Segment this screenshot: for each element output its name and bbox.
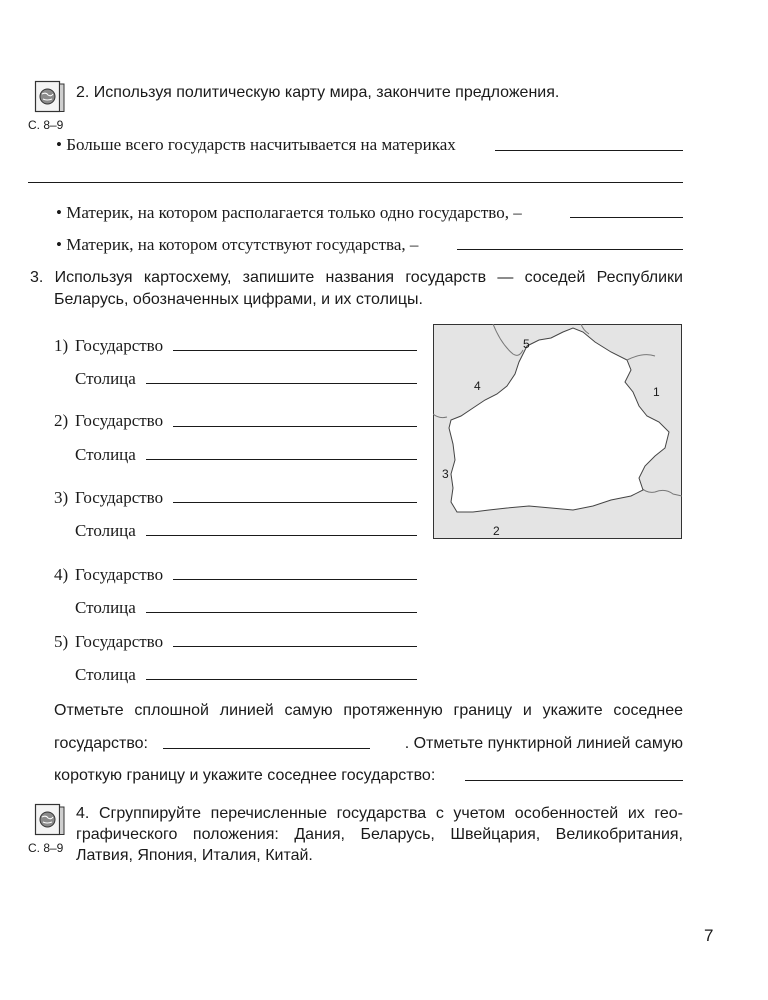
state-answer-line[interactable]: [173, 502, 417, 503]
state-answer-line[interactable]: [173, 646, 417, 647]
state-label: Государство: [75, 336, 164, 355]
answer-line[interactable]: [28, 182, 683, 183]
state-label: Государство: [75, 488, 164, 507]
state-answer-line[interactable]: [173, 579, 417, 580]
capital-label: Столица: [75, 598, 136, 617]
border-instruction-2b: . Отметьте пунктирной линией самую: [404, 735, 683, 752]
shortest-border-answer-line[interactable]: [465, 780, 683, 781]
task3-title: 3. Используя картосхему, запишите названия государств — соседей Республики: [30, 269, 683, 286]
state-answer-line[interactable]: [173, 350, 417, 351]
page-number: 7: [704, 926, 714, 945]
atlas-icon: [34, 803, 66, 837]
item-number: 2): [54, 411, 69, 430]
state-label: Государство: [75, 632, 164, 651]
state-label: Государство: [75, 565, 164, 584]
map-label-3: 3: [442, 467, 449, 481]
answer-line[interactable]: [495, 150, 683, 151]
page-reference: С. 8–9: [28, 841, 64, 855]
item-number: 5): [54, 632, 69, 651]
item-number: 4): [54, 565, 69, 584]
task4-title: 4. Сгруппируйте перечисленные государства с учетом особенностей их гео-: [76, 805, 683, 822]
item-number: 3): [54, 488, 69, 507]
map-label-4: 4: [474, 379, 481, 393]
capital-answer-line[interactable]: [146, 459, 417, 460]
atlas-icon: [34, 80, 66, 114]
capital-label: Столица: [75, 665, 136, 684]
capital-answer-line[interactable]: [146, 679, 417, 680]
item-number: 1): [54, 336, 69, 355]
capital-answer-line[interactable]: [146, 383, 417, 384]
capital-label: Столица: [75, 521, 136, 540]
map-label-1: 1: [653, 385, 660, 399]
task4-title-cont: графического положения: Дания, Беларусь, Швейцария, Великобритания,: [76, 826, 683, 843]
answer-line[interactable]: [570, 217, 683, 218]
state-label: Государство: [75, 411, 164, 430]
answer-line[interactable]: [457, 249, 683, 250]
border-instruction-3: короткую границу и укажите соседнее государство:: [54, 767, 436, 784]
task2-title: 2. Используя политическую карту мира, закончите предложения.: [76, 84, 560, 101]
state-answer-line[interactable]: [173, 426, 417, 427]
task4-title-end: Латвия, Япония, Италия, Китай.: [76, 847, 313, 864]
page-reference: С. 8–9: [28, 118, 64, 132]
border-instruction: Отметьте сплошной линией самую протяженную границу и укажите соседнее: [54, 702, 683, 719]
task2-bullet-1: • Больше всего государств насчитывается на материках: [56, 135, 456, 154]
task3-title-cont: Беларусь, обозначенных цифрами, и их столицы.: [54, 291, 423, 308]
belarus-map: [433, 324, 682, 539]
capital-answer-line[interactable]: [146, 612, 417, 613]
capital-label: Столица: [75, 445, 136, 464]
task2-bullet-3: • Материк, на котором отсутствуют государства, –: [56, 235, 419, 254]
task2-bullet-2: • Материк, на котором располагается только одно государство, –: [56, 203, 522, 222]
border-instruction-2a: государство:: [54, 735, 148, 752]
capital-label: Столица: [75, 369, 136, 388]
map-label-5: 5: [523, 337, 530, 351]
map-label-2: 2: [493, 524, 500, 538]
capital-answer-line[interactable]: [146, 535, 417, 536]
longest-border-answer-line[interactable]: [163, 748, 370, 749]
